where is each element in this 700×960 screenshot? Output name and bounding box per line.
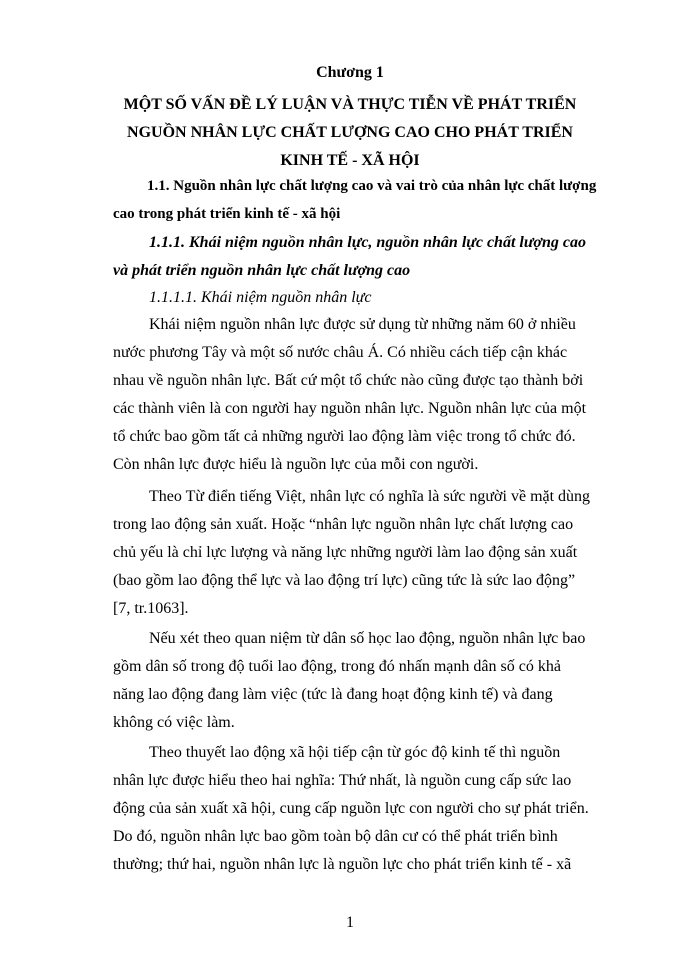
paragraph-3-line: năng lao động đang làm việc (tức là đang hoạt động kinh tế) và đang <box>113 686 553 703</box>
section-1-1-1-heading-line-1: 1.1.1. Khái niệm nguồn nhân lực, nguồn nhân lực chất lượng cao <box>149 234 587 251</box>
paragraph-3-line: không có việc làm. <box>113 714 235 731</box>
section-1-1-heading-line-1: 1.1. Nguồn nhân lực chất lượng cao và vai trò của nhân lực chất lượng <box>147 178 597 194</box>
chapter-title-line-2: NGUỒN NHÂN LỰC CHẤT LƯỢNG CAO CHO PHÁT TRIỂN <box>127 124 573 141</box>
paragraph-4-line: Do đó, nguồn nhân lực bao gồm toàn bộ dân cư có thể phát triển bình <box>113 828 558 845</box>
section-1-1-1-heading-line-2: và phát triển nguồn nhân lực chất lượng cao <box>113 262 411 279</box>
paragraph-1-line: tổ chức bao gồm tất cả những người lao động làm việc trong tổ chức đó. <box>113 428 576 445</box>
paragraph-1-line: Khái niệm nguồn nhân lực được sử dụng từ những năm 60 ở nhiều <box>149 316 576 333</box>
paragraph-4-line: nhân lực được hiểu theo hai nghĩa: Thứ nhất, là nguồn cung cấp sức lao <box>113 772 572 789</box>
paragraph-2-line: chủ yếu là chỉ lực lượng và năng lực những người làm lao động sản xuất <box>113 544 578 561</box>
chapter-label: Chương 1 <box>316 64 384 81</box>
paragraph-3-line: Nếu xét theo quan niệm từ dân số học lao động, nguồn nhân lực bao <box>149 630 586 647</box>
paragraph-2-line: Theo Từ điển tiếng Việt, nhân lực có nghĩa là sức người về mặt dùng <box>149 488 591 505</box>
paragraph-4-line: Theo thuyết lao động xã hội tiếp cận từ góc độ kinh tế thì nguồn <box>149 744 561 761</box>
chapter-title-line-1: MỘT SỐ VẤN ĐỀ LÝ LUẬN VÀ THỰC TIỄN VỀ PHÁT TRIỂN <box>123 96 577 113</box>
section-1-1-1-1-heading: 1.1.1.1. Khái niệm nguồn nhân lực <box>149 289 372 306</box>
paragraph-2-line: trong lao động sản xuất. Hoặc “nhân lực nguồn nhân lực chất lượng cao <box>113 516 574 533</box>
paragraph-2-line: [7, tr.1063]. <box>113 600 189 617</box>
page-number: 1 <box>346 914 354 931</box>
paragraph-1-line: các thành viên là con người hay nguồn nhân lực. Nguồn nhân lực của một <box>113 400 587 417</box>
paragraph-2-line: (bao gồm lao động thể lực và lao động trí lực) cũng tức là sức lao động” <box>113 572 576 589</box>
paragraph-4-line: động của sản xuất xã hội, cung cấp nguồn lực con người cho sự phát triển. <box>113 800 589 817</box>
paragraph-4-line: thường; thứ hai, nguồn nhân lực là nguồn lực cho phát triển kinh tế - xã <box>113 856 572 873</box>
section-1-1-heading-line-2: cao trong phát triển kinh tế - xã hội <box>113 206 341 222</box>
paragraph-1-line: nhau về nguồn nhân lực. Bất cứ một tổ chức nào cũng được tạo thành bởi <box>113 372 584 389</box>
paragraph-3-line: gồm dân số trong độ tuổi lao động, trong đó nhấn mạnh dân số có khả <box>113 658 561 675</box>
paragraph-1-line: Còn nhân lực được hiểu là nguồn lực của mỗi con người. <box>113 456 479 473</box>
paragraph-1-line: nước phương Tây và một số nước châu Á. Có nhiều cách tiếp cận khác <box>113 344 568 361</box>
chapter-title-line-3: KINH TẾ - XÃ HỘI <box>280 152 420 169</box>
